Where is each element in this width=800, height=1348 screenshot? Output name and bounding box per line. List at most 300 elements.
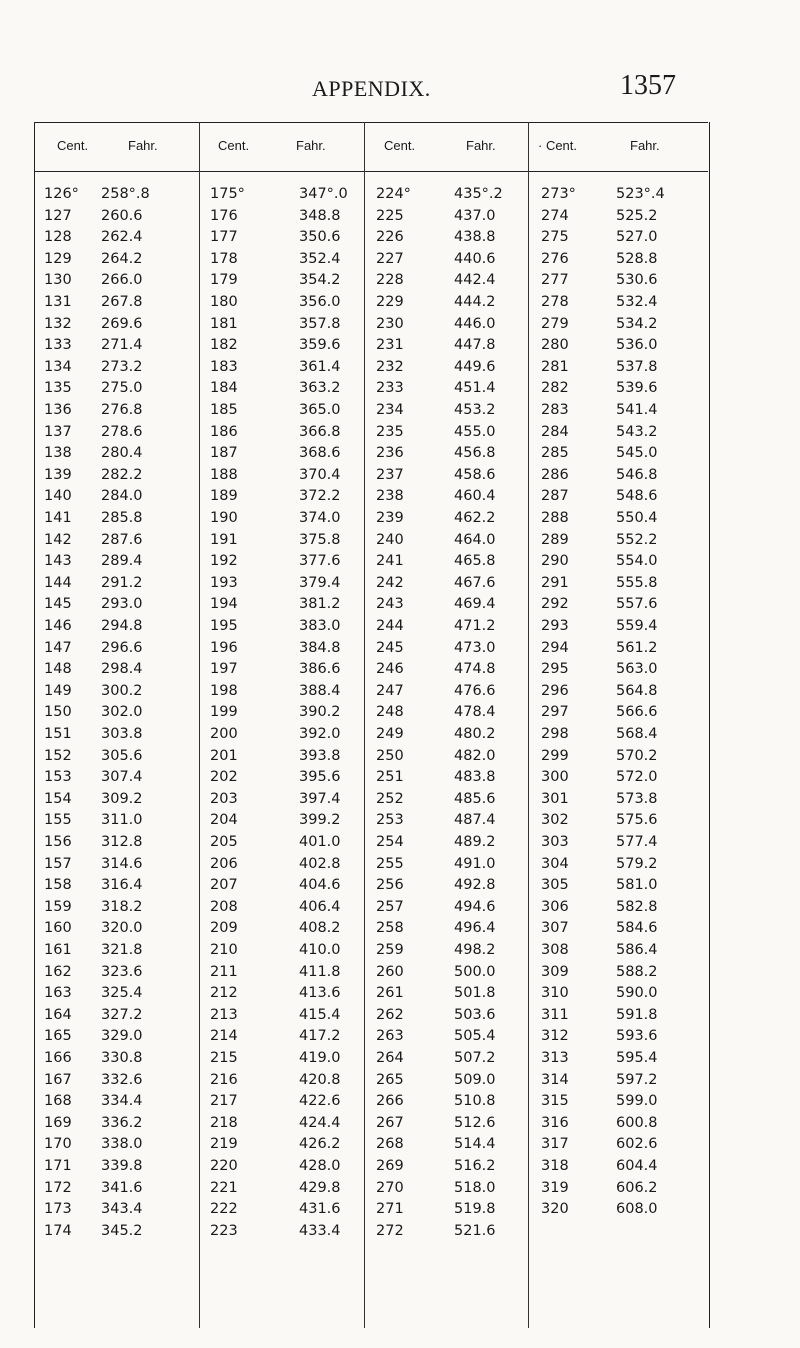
cent-cell: 282: [541, 380, 569, 397]
cent-cell: 189: [210, 488, 238, 505]
cent-cell: 286: [541, 466, 569, 483]
fahr-cell: 296.6: [101, 639, 143, 656]
cent-cell: 146: [44, 618, 72, 634]
fahr-cell: 590.0: [616, 985, 658, 1002]
table-row: [0, 316, 800, 338]
cent-cell: 294: [541, 639, 569, 656]
fahr-cell: 291.2: [101, 574, 143, 591]
fahr-cell: 483.8: [454, 769, 496, 786]
fahr-cell: 332.6: [101, 1071, 143, 1088]
cent-cell: 172: [44, 1179, 72, 1196]
page-header: [0, 62, 800, 102]
cent-cell: 184: [210, 380, 238, 397]
fahr-cell: 264.2: [101, 250, 143, 267]
cent-cell: 311: [541, 1006, 569, 1023]
cent-cell: 279: [541, 315, 569, 332]
fahr-cell: 460.4: [454, 488, 496, 505]
fahr-cell: 280.4: [101, 445, 143, 462]
fahr-cell: 311.0: [101, 812, 143, 829]
fahr-cell: 447.8: [454, 337, 496, 354]
fahr-cell: 465.8: [454, 553, 496, 570]
cent-cell: 148: [44, 661, 72, 678]
fahr-cell: 357.8: [299, 315, 341, 332]
fahr-cell: 550.4: [616, 510, 658, 526]
fahr-cell: 487.4: [454, 812, 496, 829]
fahr-cell: 397.4: [299, 790, 341, 807]
fahr-cell: 278.6: [101, 423, 143, 440]
cent-cell: 249: [376, 726, 404, 742]
cent-cell: 131: [44, 294, 72, 310]
fahr-cell: 573.8: [616, 790, 658, 807]
fahr-cell: 471.2: [454, 618, 496, 634]
fahr-cell: 307.4: [101, 769, 143, 786]
fahr-cell: 437.0: [454, 207, 496, 224]
cent-cell: 246: [376, 661, 404, 678]
fahr-cell: 368.6: [299, 445, 341, 462]
fahr-cell: 543.2: [616, 423, 658, 440]
cent-cell: 315: [541, 1093, 569, 1110]
cent-cell: 256: [376, 877, 404, 894]
fahr-cell: 426.2: [299, 1136, 341, 1153]
cent-cell: 157: [44, 855, 72, 872]
table-row: [0, 1007, 800, 1029]
fahr-cell: 491.0: [454, 855, 496, 872]
table-row: [0, 251, 800, 273]
table-row: [0, 964, 800, 986]
fahr-cell: 282.2: [101, 466, 143, 483]
table-row: [0, 272, 800, 294]
fahr-cell: 561.2: [616, 639, 658, 656]
fahr-cell: 498.2: [454, 942, 496, 958]
fahr-cell: 359.6: [299, 337, 341, 354]
fahr-cell: 294.8: [101, 618, 143, 634]
cent-cell: 197: [210, 661, 238, 678]
header-cent-1: Cent.: [57, 138, 89, 153]
cent-cell: 229: [376, 294, 404, 310]
cent-cell: 216: [210, 1071, 238, 1088]
cent-cell: 272: [376, 1222, 404, 1239]
fahr-cell: 365.0: [299, 402, 341, 418]
table-row: [0, 1223, 800, 1245]
cent-cell: 205: [210, 834, 238, 850]
cent-cell: 278: [541, 294, 569, 310]
cent-cell: 306: [541, 898, 569, 915]
fahr-cell: 532.4: [616, 294, 658, 310]
cent-cell: 219: [210, 1136, 238, 1153]
cent-cell: 276: [541, 250, 569, 267]
fahr-cell: 442.4: [454, 272, 496, 289]
cent-cell: 194: [210, 596, 238, 613]
cent-cell: 231: [376, 337, 404, 354]
cent-cell: 293: [541, 618, 569, 634]
cent-cell: 319: [541, 1179, 569, 1196]
fahr-cell: 510.8: [454, 1093, 496, 1110]
cent-cell: 262: [376, 1006, 404, 1023]
fahr-cell: 320.0: [101, 920, 143, 937]
fahr-cell: 449.6: [454, 358, 496, 375]
cent-cell: 314: [541, 1071, 569, 1088]
fahr-cell: 591.8: [616, 1006, 658, 1023]
cent-cell: 258: [376, 920, 404, 937]
cent-cell: 202: [210, 769, 238, 786]
cent-cell: 283: [541, 402, 569, 418]
fahr-cell: 336.2: [101, 1114, 143, 1131]
fahr-cell: 285.8: [101, 510, 143, 526]
cent-cell: 313: [541, 1050, 569, 1066]
fahr-cell: 474.8: [454, 661, 496, 678]
cent-cell: 169: [44, 1114, 72, 1131]
cent-cell: 150: [44, 704, 72, 721]
fahr-cell: 516.2: [454, 1158, 496, 1174]
fahr-cell: 496.4: [454, 920, 496, 937]
fahr-cell: 298.4: [101, 661, 143, 678]
fahr-cell: 420.8: [299, 1071, 341, 1088]
table-row: [0, 294, 800, 316]
cent-cell: 220: [210, 1158, 238, 1174]
cent-cell: 285: [541, 445, 569, 462]
cent-cell: 252: [376, 790, 404, 807]
cent-cell: 195: [210, 618, 238, 634]
fahr-cell: 422.6: [299, 1093, 341, 1110]
cent-cell: 254: [376, 834, 404, 850]
fahr-cell: 518.0: [454, 1179, 496, 1196]
cent-cell: 203: [210, 790, 238, 807]
cent-cell: 228: [376, 272, 404, 289]
fahr-cell: 451.4: [454, 380, 496, 397]
cent-cell: 299: [541, 747, 569, 764]
fahr-cell: 458.6: [454, 466, 496, 483]
table-row: [0, 661, 800, 683]
fahr-cell: 519.8: [454, 1201, 496, 1218]
fahr-cell: 300.2: [101, 682, 143, 699]
cent-cell: 245: [376, 639, 404, 656]
table-row: [0, 424, 800, 446]
fahr-cell: 597.2: [616, 1071, 658, 1088]
cent-cell: 135: [44, 380, 72, 397]
fahr-cell: 599.0: [616, 1093, 658, 1110]
cent-cell: 237: [376, 466, 404, 483]
table-row: [0, 877, 800, 899]
cent-cell: 149: [44, 682, 72, 699]
fahr-cell: 370.4: [299, 466, 341, 483]
fahr-cell: 323.6: [101, 963, 143, 980]
fahr-cell: 557.6: [616, 596, 658, 613]
cent-cell: 163: [44, 985, 72, 1002]
cent-cell: 275: [541, 229, 569, 246]
cent-cell: 221: [210, 1179, 238, 1196]
fahr-cell: 343.4: [101, 1201, 143, 1218]
fahr-cell: 348.8: [299, 207, 341, 224]
cent-cell: 291: [541, 574, 569, 591]
cent-cell: 215: [210, 1050, 238, 1066]
table-row: [0, 640, 800, 662]
cent-cell: 176: [210, 207, 238, 224]
fahr-cell: 312.8: [101, 834, 143, 850]
fahr-cell: 456.8: [454, 445, 496, 462]
table-row: [0, 553, 800, 575]
fahr-cell: 381.2: [299, 596, 341, 613]
fahr-cell: 354.2: [299, 272, 341, 289]
cent-cell: 193: [210, 574, 238, 591]
table-row: [0, 445, 800, 467]
fahr-cell: 339.8: [101, 1158, 143, 1174]
fahr-cell: 361.4: [299, 358, 341, 375]
cent-cell: 239: [376, 510, 404, 526]
fahr-cell: 406.4: [299, 898, 341, 915]
cent-cell: 133: [44, 337, 72, 354]
cent-cell: 260: [376, 963, 404, 980]
fahr-cell: 386.6: [299, 661, 341, 678]
cent-cell: 182: [210, 337, 238, 354]
cent-cell: 138: [44, 445, 72, 462]
fahr-cell: 440.6: [454, 250, 496, 267]
cent-cell: 236: [376, 445, 404, 462]
cent-cell: 301: [541, 790, 569, 807]
cent-cell: 224°: [376, 186, 411, 202]
cent-cell: 204: [210, 812, 238, 829]
table-row: [0, 337, 800, 359]
cent-cell: 187: [210, 445, 238, 462]
cent-cell: 201: [210, 747, 238, 764]
fahr-cell: 411.8: [299, 963, 341, 980]
fahr-cell: 428.0: [299, 1158, 341, 1174]
cent-cell: 255: [376, 855, 404, 872]
fahr-cell: 572.0: [616, 769, 658, 786]
fahr-cell: 473.0: [454, 639, 496, 656]
cent-cell: 312: [541, 1028, 569, 1045]
fahr-cell: 559.4: [616, 618, 658, 634]
cent-cell: 222: [210, 1201, 238, 1218]
cent-cell: 244: [376, 618, 404, 634]
fahr-cell: 372.2: [299, 488, 341, 505]
cent-cell: 211: [210, 963, 238, 980]
cent-cell: 235: [376, 423, 404, 440]
table-row: [0, 791, 800, 813]
table-row: [0, 748, 800, 770]
fahr-cell: 523°.4: [616, 186, 665, 202]
table-row: [0, 1158, 800, 1180]
cent-cell: 153: [44, 769, 72, 786]
cent-cell: 251: [376, 769, 404, 786]
fahr-cell: 356.0: [299, 294, 341, 310]
cent-cell: 144: [44, 574, 72, 591]
cent-cell: 290: [541, 553, 569, 570]
fahr-cell: 424.4: [299, 1114, 341, 1131]
table-row: [0, 1115, 800, 1137]
fahr-cell: 435°.2: [454, 186, 503, 202]
cent-cell: 174: [44, 1222, 72, 1239]
cent-cell: 166: [44, 1050, 72, 1066]
fahr-cell: 539.6: [616, 380, 658, 397]
cent-cell: 161: [44, 942, 72, 958]
cent-cell: 265: [376, 1071, 404, 1088]
fahr-cell: 383.0: [299, 618, 341, 634]
fahr-cell: 384.8: [299, 639, 341, 656]
header-fahr-1: Fahr.: [128, 138, 158, 153]
table-row: [0, 899, 800, 921]
cent-cell: 160: [44, 920, 72, 937]
fahr-cell: 514.4: [454, 1136, 496, 1153]
cent-cell: 213: [210, 1006, 238, 1023]
cent-cell: 156: [44, 834, 72, 850]
fahr-cell: 273.2: [101, 358, 143, 375]
fahr-cell: 392.0: [299, 726, 341, 742]
fahr-cell: 566.6: [616, 704, 658, 721]
fahr-cell: 480.2: [454, 726, 496, 742]
fahr-cell: 541.4: [616, 402, 658, 418]
fahr-cell: 467.6: [454, 574, 496, 591]
table-row: [0, 402, 800, 424]
page-number: 1357: [620, 70, 676, 101]
fahr-cell: 388.4: [299, 682, 341, 699]
cent-cell: 181: [210, 315, 238, 332]
fahr-cell: 345.2: [101, 1222, 143, 1239]
cent-cell: 217: [210, 1093, 238, 1110]
fahr-cell: 453.2: [454, 402, 496, 418]
table-row: [0, 208, 800, 230]
fahr-cell: 521.6: [454, 1222, 496, 1239]
fahr-cell: 554.0: [616, 553, 658, 570]
cent-cell: 162: [44, 963, 72, 980]
cent-cell: 206: [210, 855, 238, 872]
cent-cell: 170: [44, 1136, 72, 1153]
header-fahr-3: Fahr.: [466, 138, 496, 153]
fahr-cell: 577.4: [616, 834, 658, 850]
fahr-cell: 537.8: [616, 358, 658, 375]
fahr-cell: 329.0: [101, 1028, 143, 1045]
fahr-cell: 415.4: [299, 1006, 341, 1023]
cent-cell: 316: [541, 1114, 569, 1131]
cent-cell: 164: [44, 1006, 72, 1023]
fahr-cell: 489.2: [454, 834, 496, 850]
table-row: [0, 359, 800, 381]
cent-cell: 127: [44, 207, 72, 224]
cent-cell: 145: [44, 596, 72, 613]
cent-cell: 274: [541, 207, 569, 224]
fahr-cell: 500.0: [454, 963, 496, 980]
fahr-cell: 546.8: [616, 466, 658, 483]
cent-cell: 196: [210, 639, 238, 656]
cent-cell: 167: [44, 1071, 72, 1088]
table-row: [0, 1050, 800, 1072]
fahr-cell: 548.6: [616, 488, 658, 505]
table-row: [0, 510, 800, 532]
fahr-cell: 446.0: [454, 315, 496, 332]
cent-cell: 240: [376, 531, 404, 548]
cent-cell: 192: [210, 553, 238, 570]
cent-cell: 177: [210, 229, 238, 246]
cent-cell: 287: [541, 488, 569, 505]
header-cent-3: Cent.: [384, 138, 416, 153]
fahr-cell: 431.6: [299, 1201, 341, 1218]
fahr-cell: 334.4: [101, 1093, 143, 1110]
cent-cell: 186: [210, 423, 238, 440]
fahr-cell: 464.0: [454, 531, 496, 548]
fahr-cell: 505.4: [454, 1028, 496, 1045]
fahr-cell: 271.4: [101, 337, 143, 354]
fahr-cell: 289.4: [101, 553, 143, 570]
cent-cell: 159: [44, 898, 72, 915]
cent-cell: 263: [376, 1028, 404, 1045]
fahr-cell: 608.0: [616, 1201, 658, 1218]
table-row: [0, 532, 800, 554]
fahr-cell: 584.6: [616, 920, 658, 937]
fahr-cell: 267.8: [101, 294, 143, 310]
table-row: [0, 467, 800, 489]
cent-cell: 175°: [210, 186, 245, 202]
fahr-cell: 413.6: [299, 985, 341, 1002]
fahr-cell: 455.0: [454, 423, 496, 440]
fahr-cell: 534.2: [616, 315, 658, 332]
cent-cell: 289: [541, 531, 569, 548]
cent-cell: 309: [541, 963, 569, 980]
cent-cell: 180: [210, 294, 238, 310]
cent-cell: 132: [44, 315, 72, 332]
cent-cell: 168: [44, 1093, 72, 1110]
fahr-cell: 338.0: [101, 1136, 143, 1153]
cent-cell: 227: [376, 250, 404, 267]
fahr-cell: 350.6: [299, 229, 341, 246]
fahr-cell: 390.2: [299, 704, 341, 721]
fahr-cell: 581.0: [616, 877, 658, 894]
table-row: [0, 704, 800, 726]
cent-cell: 139: [44, 466, 72, 483]
table-row: [0, 920, 800, 942]
fahr-cell: 366.8: [299, 423, 341, 440]
fahr-cell: 330.8: [101, 1050, 143, 1066]
cent-cell: 270: [376, 1179, 404, 1196]
fahr-cell: 507.2: [454, 1050, 496, 1066]
fahr-cell: 417.2: [299, 1028, 341, 1045]
fahr-cell: 316.4: [101, 877, 143, 894]
header-fahr-4: Fahr.: [630, 138, 660, 153]
cent-cell: 307: [541, 920, 569, 937]
fahr-cell: 284.0: [101, 488, 143, 505]
cent-cell: 152: [44, 747, 72, 764]
fahr-cell: 408.2: [299, 920, 341, 937]
page-title: APPENDIX.: [312, 76, 431, 101]
fahr-cell: 444.2: [454, 294, 496, 310]
cent-cell: 210: [210, 942, 238, 958]
table-row: [0, 1028, 800, 1050]
fahr-cell: 552.2: [616, 531, 658, 548]
fahr-cell: 293.0: [101, 596, 143, 613]
fahr-cell: 433.4: [299, 1222, 341, 1239]
cent-cell: 178: [210, 250, 238, 267]
cent-cell: 269: [376, 1158, 404, 1174]
fahr-cell: 595.4: [616, 1050, 658, 1066]
table-row: [0, 618, 800, 640]
table-row: [0, 186, 800, 208]
cent-cell: 317: [541, 1136, 569, 1153]
fahr-cell: 260.6: [101, 207, 143, 224]
table-row: [0, 942, 800, 964]
table-row: [0, 856, 800, 878]
table-row: [0, 683, 800, 705]
fahr-cell: 327.2: [101, 1006, 143, 1023]
cent-cell: 259: [376, 942, 404, 958]
cent-cell: 273°: [541, 186, 576, 202]
cent-cell: 264: [376, 1050, 404, 1066]
fahr-cell: 287.6: [101, 531, 143, 548]
fahr-cell: 586.4: [616, 942, 658, 958]
cent-cell: 232: [376, 358, 404, 375]
cent-cell: 305: [541, 877, 569, 894]
cent-cell: 141: [44, 510, 72, 526]
cent-cell: 248: [376, 704, 404, 721]
cent-cell: 296: [541, 682, 569, 699]
fahr-cell: 570.2: [616, 747, 658, 764]
